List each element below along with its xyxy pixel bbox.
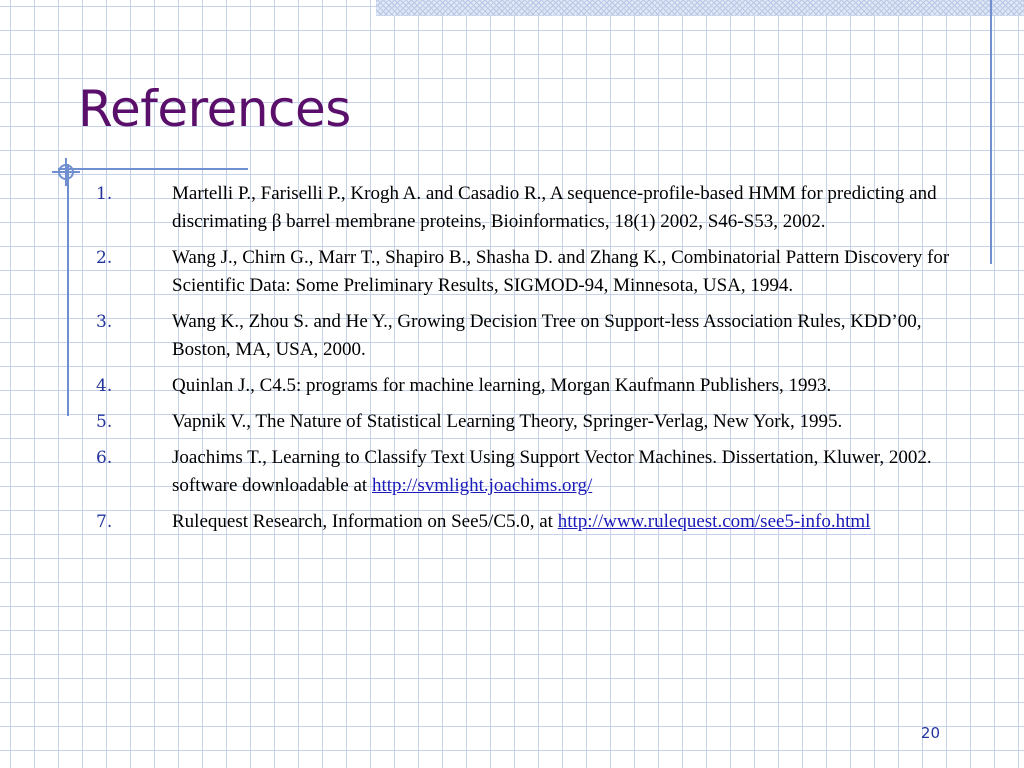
reference-text: Martelli P., Fariselli P., Krogh A. and Casadio R., A sequence-profile-based HMM for predicting and discrimating β barrel membrane proteins, Bioinformatics, 18(1) 2002, S46-S53, 2002. [172,183,937,232]
reference-text: Rulequest Research, Information on See5/C5.0, at [172,511,558,532]
reference-item [96,308,964,364]
reference-text: Joachims T., Learning to Classify Text Using Support Vector Machines. Dissertation, Kluwer, 2002. software downloadable at [172,447,932,496]
circle-crosshair-icon [52,158,80,186]
reference-item [96,408,964,436]
reference-item [96,244,964,300]
reference-text: Wang K., Zhou S. and He Y., Growing Decision Tree on Support-less Association Rules, KDD’00, Boston, MA, USA, 2000. [172,311,922,360]
reference-list [96,180,964,544]
reference-item [96,180,964,236]
rulequest-link[interactable]: http://www.rulequest.com/see5-info.html [557,511,871,532]
page-title: References [78,80,351,138]
reference-number: 1. [96,184,113,204]
right-vertical-rule [990,0,992,264]
reference-item [96,444,964,500]
svmlight-link[interactable]: http://svmlight.joachims.org/ [371,475,593,496]
reference-number: 3. [96,312,113,332]
reference-text: Vapnik V., The Nature of Statistical Learning Theory, Springer-Verlag, New York, 1995. [172,411,843,432]
reference-number: 5. [96,412,113,432]
page-number: 20 [920,724,940,742]
reference-number: 6. [96,448,113,468]
title-underline-rule [58,168,248,170]
reference-number: 4. [96,376,113,396]
left-vertical-rule [67,164,69,416]
reference-text: Quinlan J., C4.5: programs for machine learning, Morgan Kaufmann Publishers, 1993. [172,375,832,396]
reference-text-container [172,508,964,536]
reference-number: 2. [96,248,113,268]
top-decorative-band [376,0,1024,16]
reference-text: Wang J., Chirn G., Marr T., Shapiro B., Shasha D. and Zhang K., Combinatorial Pattern Discovery for Scientific Data: Some Preliminary Results, SIGMOD-94, Minnesota, USA, 1994. [172,247,950,296]
reference-item [96,372,964,400]
reference-text-container [172,444,964,500]
reference-item [96,508,964,536]
reference-number: 7. [96,512,113,532]
